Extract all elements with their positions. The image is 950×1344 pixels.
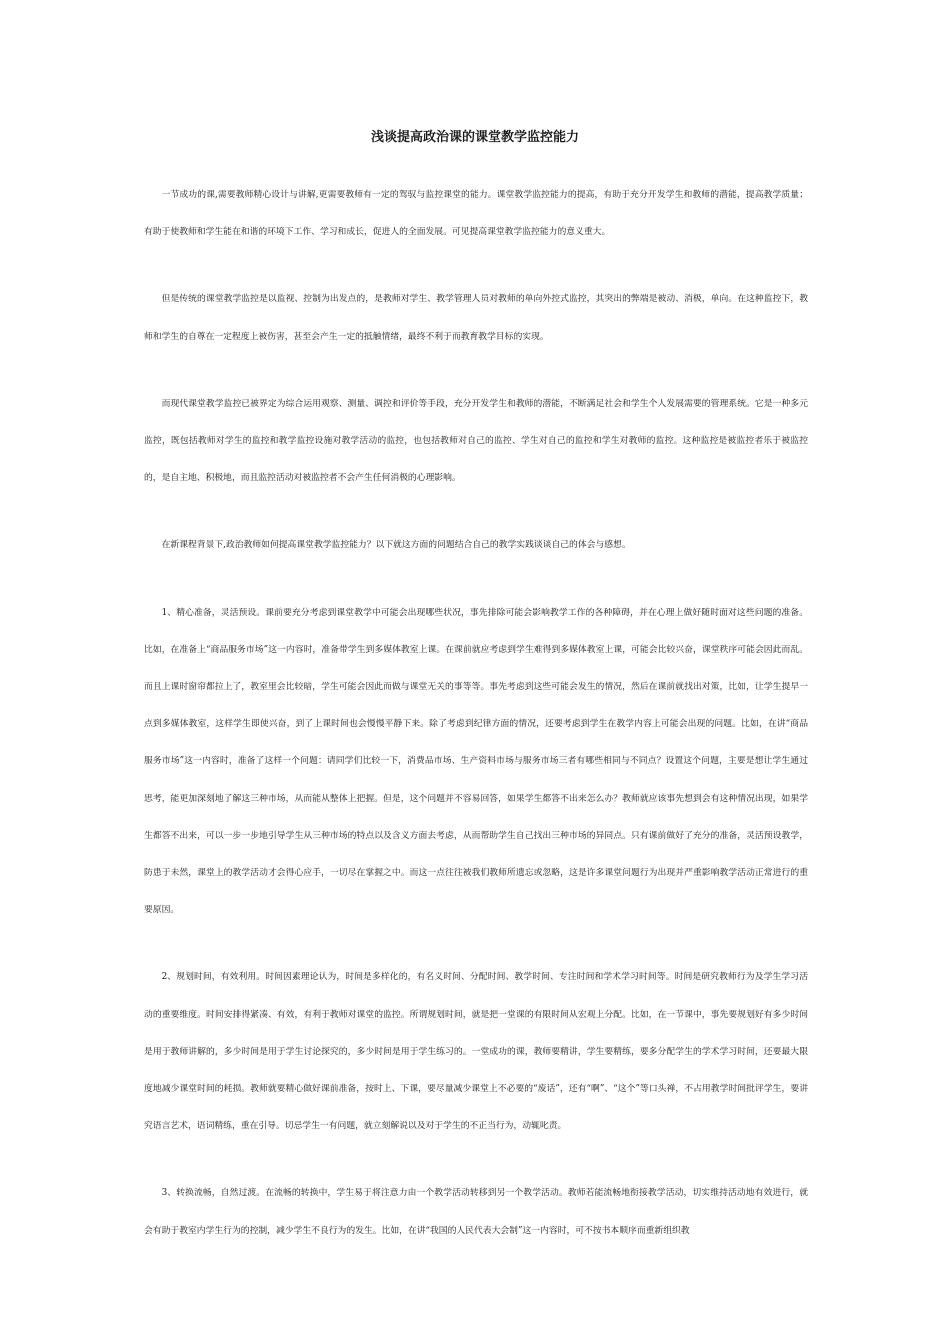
paragraph-point-2-time-planning: 2、规划时间，有效利用。时间因素理论认为，时间是多样化的，有名义时间、分配时间、教学时间、专注时间和学术学习时间等。时间是研究教师行为及学生学习活动的重要维度。时间安排得紧凑、有效，有利于教师对课堂的监控。所谓规划时间，就是把一堂课的有限时间从宏观上分配。比如，在一节课中，事先要规划好有多少时间是用于教师讲解的，多少时间是用于学生讨论探究的，多少时间是用于学生练习的。一堂成功的课，教师要精讲，学生要精练，要多分配学生的学术学习时间，还要最大限度地减少课堂时间的耗损。教师就要精心做好课前准备，按时上、下课，要尽量减少课堂上不必要的“废话”，还有“啊”、“这个”等口头禅，不占用教学时间批评学生，要讲究语言艺术，语词精练，重在引导。切忌学生一有问题，就立刻解说以及对于学生的不正当行为，动辄叱责。 (144, 972, 808, 1132)
paragraph-new-curriculum: 在新课程背景下,政治教师如何提高课堂教学监控能力？以下就这方面的问题结合自己的教学实践谈谈自己的体会与感想。 (161, 540, 631, 551)
paragraph-traditional-monitoring: 但是传统的课堂教学监控是以监视、控制为出发点的，是教师对学生、教学管理人员对教师的单向外控式监控，其突出的弊端是被动、消极，单向。在这种监控下，教师和学生的自尊在一定程度上被伤害，甚至会产生一定的抵触情绪，最终不利于而教育教学目标的实现。 (144, 294, 808, 342)
paragraph-modern-monitoring: 而现代课堂教学监控已被界定为综合运用观察、测量、调控和评价等手段，充分开发学生和教师的潜能，不断满足社会和学生个人发展需要的管理系统。它是一种多元监控，既包括教师对学生的监控和教学监控设施对教学活动的监控，也包括教师对自己的监控、学生对自己的监控和学生对教师的监控。这种监控是被监控者乐于被监控的，是自主地、积极地，而且监控活动对被监控者不会产生任何消极的心理影响。 (144, 398, 808, 484)
paragraph-intro: 一节成功的课,需要教师精心设计与讲解,更需要教师有一定的驾驭与监控课堂的能力。课堂教学监控能力的提高，有助于充分开发学生和教师的潜能，提高教学质量；有助于使教师和学生能在和谐的环境下工作、学习和成长，促进人的全面发展。可见提高课堂教学监控能力的意义重大。 (144, 190, 808, 238)
document-body (144, 177, 808, 1280)
document-title: 浅谈提高政治课的课堂教学监控能力 (370, 130, 579, 145)
paragraph-point-1-preparation: 1、精心准备，灵活预设。课前要充分考虑到课堂教学中可能会出现哪些状况，事先排除可能会影响教学工作的各种障碍，并在心理上做好随时面对这些问题的准备。比如，在准备上“商品服务市场”这一内容时，准备带学生到多媒体教室上课。在课前就应考虑到学生难得到多媒体教室上课，可能会比较兴奋，课堂秩序可能会因此而乱。而且上课时窗帘都拉上了，教室里会比较暗，学生可能会因此而做与课堂无关的事等等。事先考虑到这些可能会发生的情况，然后在课前就找出对策，比如，让学生提早一点到多媒体教室，这样学生即使兴奋，到了上课时间也会慢慢平静下来。除了考虑到纪律方面的情况，还要考虑到学生在教学内容上可能会出现的问题。比如，在讲“商品服务市场”这一内容时，准备了这样一个问题：请同学们比较一下，消费品市场、生产资料市场与服务市场三者有哪些相同与不同点？设置这个问题，主要是想让学生通过思考，能更加深刻地了解这三种市场，从而能从整体上把握。但是，这个问题并不容易回答，如果学生都答不出来怎么办？教师就应该事先想到会有这种情况出现，如果学生都答不出来，可以一步一步地引导学生从三种市场的特点以及含义方面去考虑，从而帮助学生自己找出三种市场的异同点。只有课前做好了充分的准备，灵活预设教学，防患于未然，课堂上的教学活动才会得心应手，一切尽在掌握之中。而这一点往往被我们教师所遗忘或忽略，这是许多课堂问题行为出现并严重影响教学活动正常进行的重要原因。 (144, 607, 808, 916)
paragraph-point-3-transition: 3、转换流畅，自然过渡。在流畅的转换中，学生易于将注意力由一个教学活动转移到另一个教学活动。教师若能流畅地衔接教学活动，切实维持活动地有效进行，就会有助于教室内学生行为的控制，减少学生不良行为的发生。比如，在讲“我国的人民代表大会制”这一内容时，可不按书本顺序而重新组织教 (144, 1188, 808, 1236)
